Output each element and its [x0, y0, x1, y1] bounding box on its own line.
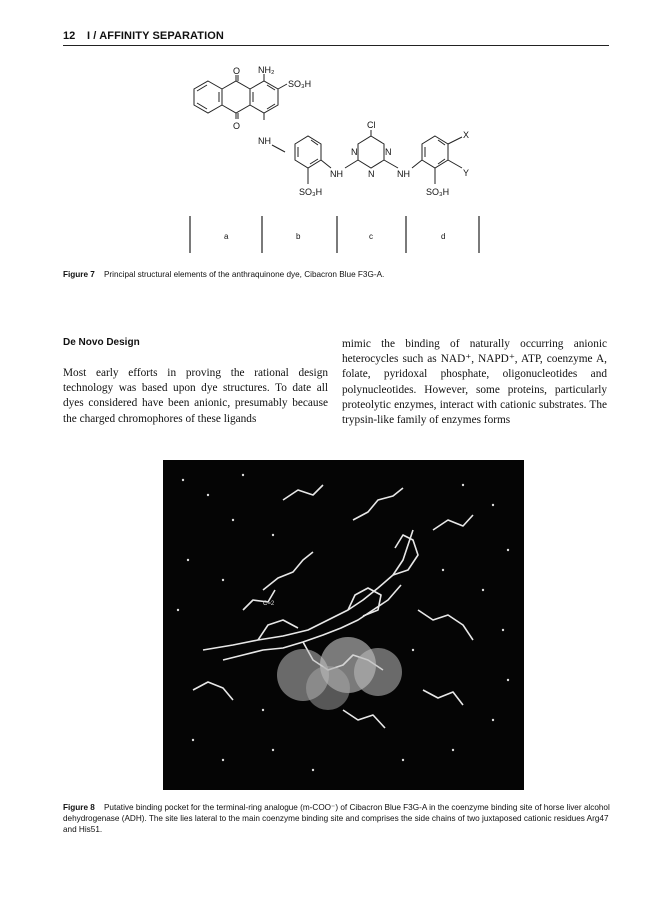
nitrogen-3-label: N: [368, 169, 375, 179]
right-paragraph: mimic the binding of naturally occurring anionic heterocycles such as NAD⁺, NAPD⁺, ATP, coenzyme A, folate, pyridoxal phosphate, oligonucleotides and polynucleotides. However, some proteins, particularly proteolytic enzymes, interact with cationic substrates. The trypsin-like family of enzymes forms: [342, 338, 607, 427]
section-heading: De Novo Design: [63, 337, 140, 348]
substituent-x-label: X: [463, 130, 470, 140]
figure-8-caption: [63, 802, 615, 835]
atom-dot-cloud: [277, 637, 402, 710]
figure-7-caption: [63, 269, 609, 280]
left-paragraph: Most early efforts in proving the rational design technology was based upon dye structures. To date all dyes considered have been anionic, presumably because the charged chromophores of these ligands: [63, 367, 328, 425]
segment-b-label: b: [296, 232, 301, 241]
nitrogen-2-label: N: [385, 147, 392, 157]
section-title: I / AFFINITY SEPARATION: [87, 30, 224, 42]
figure-8-caption-label: Figure 8: [63, 803, 95, 812]
segment-d-label: d: [441, 232, 446, 241]
amino-label: NH₂: [258, 65, 275, 75]
left-column: [63, 337, 328, 427]
substituent-y-label: Y: [463, 168, 470, 178]
nh-1-label: NH: [258, 136, 271, 146]
oxygen-bottom-label: O: [233, 121, 241, 131]
nh-3-label: NH: [397, 169, 410, 179]
figure-7-caption-text: Principal structural elements of the anthraquinone dye, Cibacron Blue F3G-A.: [103, 270, 385, 279]
running-header: [63, 29, 609, 45]
image-annotation-label: C=2: [263, 601, 275, 607]
figure-8-caption-text: Putative binding pocket for the terminal-ring analogue (m-COO⁻) of Cibacron Blue F3G-A in the coenzyme binding site of horse liver alcohol dehydrogenase (ADH). The site lies lateral to the main coenzyme binding site and comprises the side chains of two juxtaposed cationic residues Arg47 and His51.: [63, 803, 610, 834]
oxygen-top-label: O: [233, 66, 241, 76]
nh-2-label: NH: [330, 169, 343, 179]
sulfonate-3-label: SO₃H: [426, 187, 450, 197]
figure-8-image: [163, 460, 524, 790]
page-number: 12: [63, 30, 76, 42]
sulfonate-1-label: SO₃H: [288, 79, 312, 89]
binding-pocket-graphic: [163, 460, 524, 790]
segment-c-label: c: [369, 232, 373, 241]
figure-7-structure: [150, 58, 530, 258]
header-rule: [63, 45, 609, 46]
segment-a-label: a: [224, 232, 229, 241]
sulfonate-2-label: SO₃H: [299, 187, 323, 197]
figure-7-caption-label: Figure 7: [63, 270, 95, 279]
chlorine-label: Cl: [367, 120, 376, 130]
segment-dividers: [190, 216, 479, 253]
nitrogen-1-label: N: [351, 147, 358, 157]
right-column: [342, 337, 607, 428]
